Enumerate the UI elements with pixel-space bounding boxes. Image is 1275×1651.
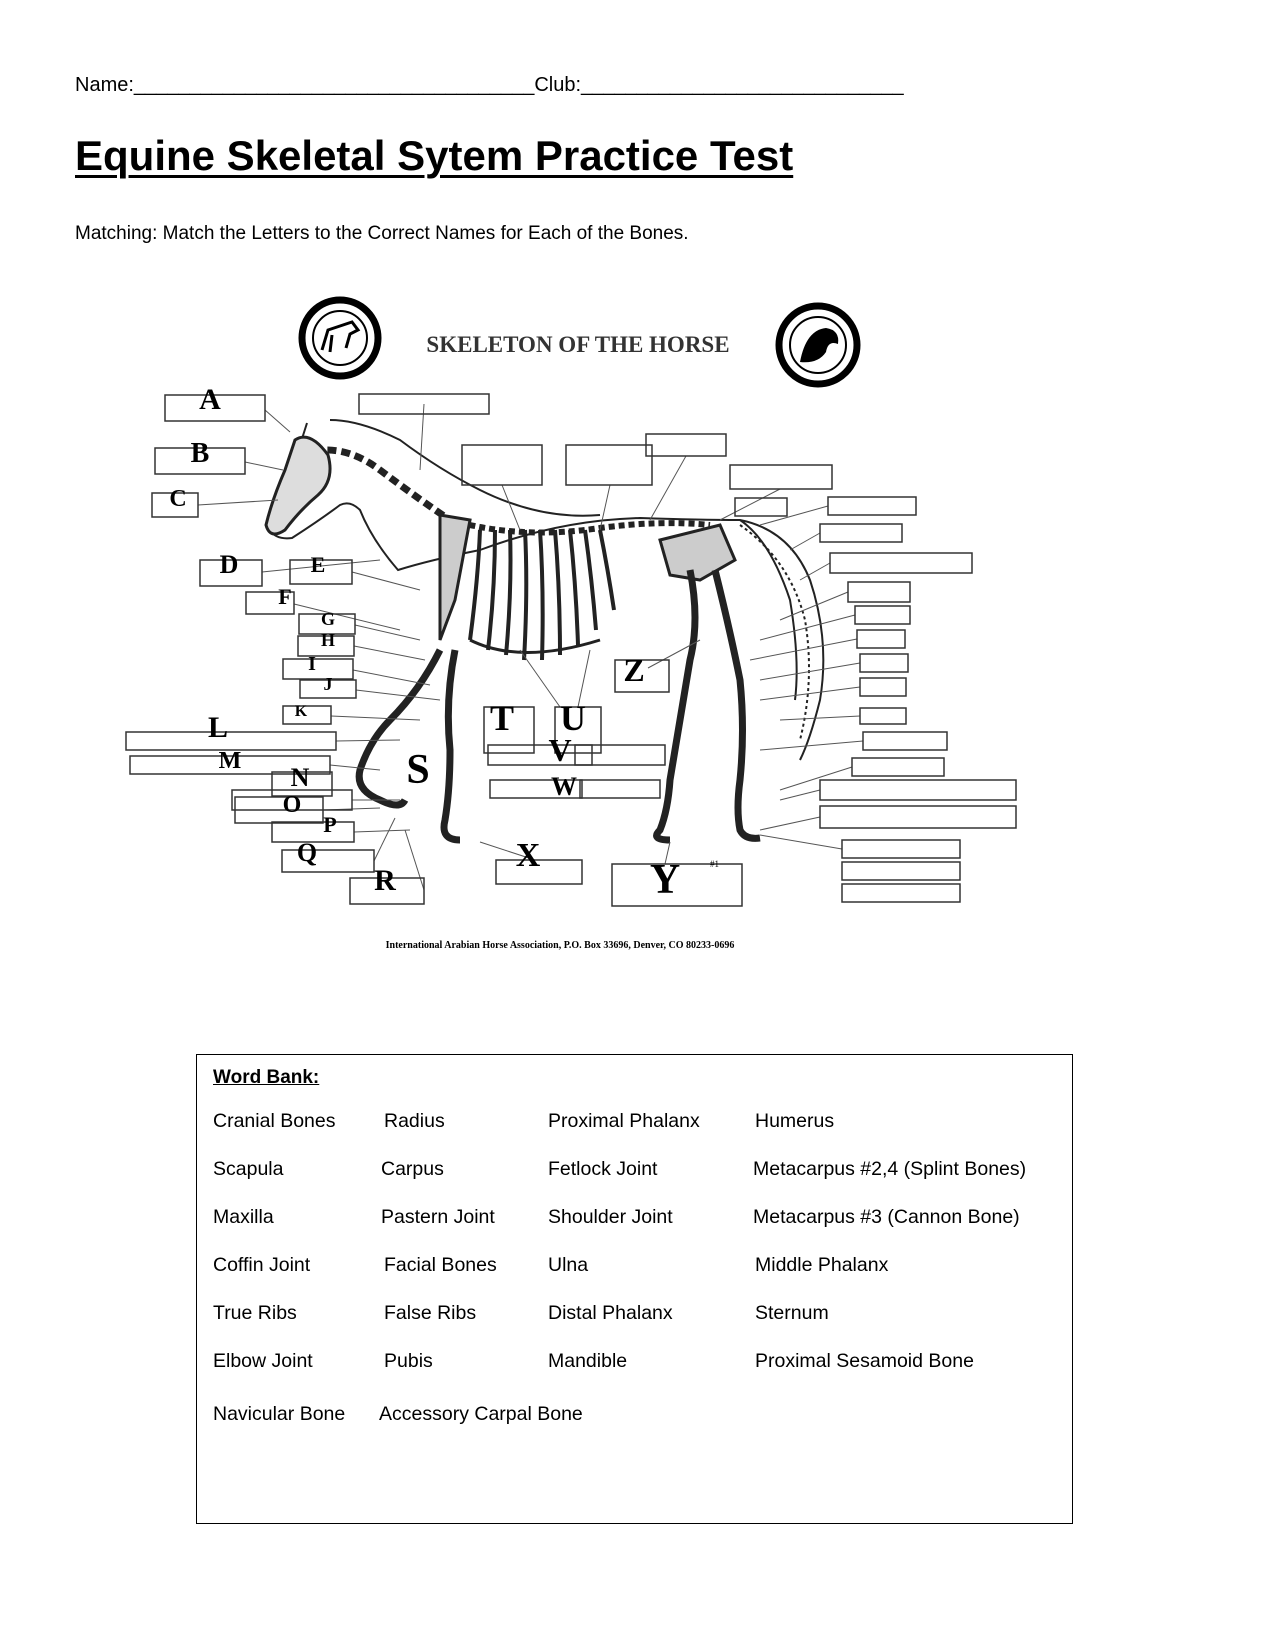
pointer-line [330,765,380,770]
word-bank-term: Maxilla [213,1206,274,1228]
pointer-line [265,410,290,432]
label-box [646,434,726,456]
pointer-line [245,462,283,470]
label-box [820,806,1016,828]
pointer-line [760,835,842,849]
word-bank-term: Mandible [548,1350,628,1372]
instructions: Matching: Match the Letters to the Correct Names for Each of the Bones. [75,223,689,244]
word-bank-term: Facial Bones [384,1254,497,1276]
pointer-line [760,663,860,680]
label-letter-d: D [219,550,239,579]
word-bank-term: Navicular Bone [213,1403,346,1425]
word-bank-term: Radius [384,1110,445,1132]
label-letter-v: V [548,732,572,768]
label-letter-t: T [489,698,515,738]
pointer-line [353,670,430,685]
pointer-line [405,830,424,890]
word-bank-term: Pubis [384,1350,433,1372]
pointer-line [600,485,610,530]
word-bank-term: Ulna [548,1254,589,1276]
word-bank-term: Proximal Sesamoid Bone [755,1350,974,1372]
pointer-line [354,830,410,832]
word-bank-term: Metacarpus #3 (Cannon Bone) [753,1206,1020,1228]
label-box [462,445,542,485]
label-letter-r: R [374,864,396,897]
name-label: Name: [75,74,134,96]
label-box [575,745,665,765]
word-bank-term: Carpus [381,1158,444,1180]
label-letter-i: I [308,653,316,675]
label-letter-p: P [323,812,337,837]
label-letter-x: X [515,837,541,874]
label-box [820,780,1016,800]
pointer-line [294,604,400,630]
word-bank-term: Cranial Bones [213,1110,336,1132]
pointer-line [374,818,395,861]
label-letter-w: W [551,772,577,801]
pointer-line [780,767,852,790]
label-box [730,465,832,489]
pointer-line [780,790,820,800]
diagram-letters [169,383,680,903]
label-box [860,678,906,696]
word-bank-title: Word Bank: [213,1067,320,1088]
label-box [852,758,944,776]
pointer-line [780,716,860,720]
word-bank [196,1054,1073,1524]
label-letter-a: A [199,383,221,416]
iaha-logo-left [302,300,378,376]
label-box [488,745,592,765]
label-box [820,524,902,542]
pointer-line [760,817,820,830]
pointer-line [502,485,520,530]
word-bank-term: Metacarpus #2,4 (Splint Bones) [753,1158,1027,1180]
label-letter-g: G [320,609,336,629]
pointer-line [800,563,830,580]
word-bank-term: Fetlock Joint [548,1158,658,1180]
label-letter-u: U [560,698,586,738]
label-letter-j: J [323,674,333,694]
label-box [860,654,908,672]
word-bank-term: Middle Phalanx [755,1254,889,1276]
label-box [283,659,353,679]
word-bank-term: Scapula [213,1158,284,1180]
label-box [580,780,660,798]
horse-skeleton-drawing [266,420,823,840]
pointer-line [760,687,860,700]
word-bank-term: Distal Phalanx [548,1302,673,1324]
pointer-line [750,639,857,660]
label-letter-b: B [190,438,210,469]
label-letter-n: N [290,763,310,792]
label-letter-l: L [207,711,229,744]
label-box [830,553,972,573]
diagram-heading: SKELETON OF THE HORSE [426,332,730,357]
club-label: Club: [534,74,582,96]
word-bank-term: Coffin Joint [213,1254,311,1276]
label-box [855,606,910,624]
label-letter-c: C [169,486,187,512]
word-bank-term: True Ribs [213,1302,297,1324]
label-box [282,850,374,872]
label-letter-o: O [282,792,302,818]
page-title: Equine Skeletal Sytem Practice Test [75,132,794,179]
pointer-line [336,740,400,741]
label-box [842,862,960,880]
label-box [735,498,787,516]
label-letter-e: E [310,552,326,577]
word-bank-term: Shoulder Joint [548,1206,673,1228]
label-letter-q: Q [296,838,318,867]
label-box [566,445,652,485]
label-box [828,497,916,515]
word-bank-term: Accessory Carpal Bone [379,1403,583,1425]
corner-mark: #1 [710,859,719,869]
label-letter-z: Z [623,652,645,688]
label-letter-h: H [320,630,336,650]
iaha-logo-right [779,306,857,384]
pointer-line [760,741,863,750]
label-letter-f: F [278,584,292,609]
label-letter-y: Y [649,857,681,903]
pointer-line [331,716,420,720]
label-letter-k: K [294,703,308,720]
word-bank-term: Sternum [755,1302,829,1324]
label-boxes [126,394,1016,906]
label-box [842,884,960,902]
pointer-line [352,572,420,590]
diagram-footer: International Arabian Horse Association, P.O. Box 33696, Denver, CO 80233-0696 [385,940,735,951]
label-box [848,582,910,602]
pointer-line [650,456,686,520]
label-letter-s: S [406,747,430,793]
label-box [842,840,960,858]
label-box [860,708,906,724]
name-blank[interactable]: ____________________________________ [133,74,535,96]
pointer-line [198,500,278,505]
pointer-line [356,690,440,700]
label-box [863,732,947,750]
word-bank-term: Humerus [755,1110,835,1132]
word-bank-term: Pastern Joint [381,1206,495,1228]
pointer-line [520,650,560,707]
word-bank-term: Proximal Phalanx [548,1110,700,1132]
label-letter-m: M [218,748,242,774]
label-box [857,630,905,648]
word-bank-term: Elbow Joint [213,1350,313,1372]
pointer-line [354,646,425,660]
word-bank-term: False Ribs [384,1302,477,1324]
club-blank[interactable]: _____________________________ [581,74,904,96]
pointer-line [790,533,820,550]
